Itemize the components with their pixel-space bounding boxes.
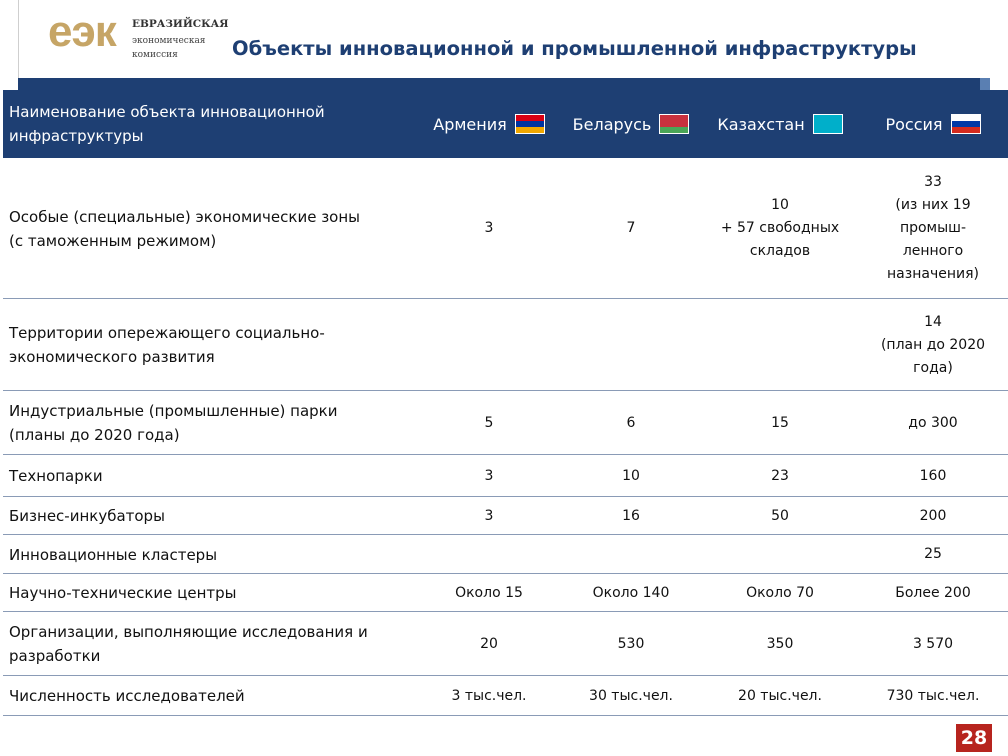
armenia-flag-icon [515,114,545,134]
cell-value: Около 140 [592,584,670,601]
row-name: Особые (специальные) экономические зоны (с таможенным режимом) [9,207,360,250]
row-separator [3,715,1008,716]
cell-value: 20 [480,635,498,652]
row-name: Технопарки [9,467,103,485]
cell-value: 30 тыс.чел. [589,687,673,704]
value-cell-russia [858,676,1008,716]
value-cell-belarus [560,574,702,612]
row-name: Организации, выполняющие исследования и разработки [9,623,368,665]
flag-stripe [516,127,544,133]
cell-value: 15 [771,414,789,431]
value-cell-armenia [418,391,560,455]
header-country-label: Россия [885,114,943,134]
value-cell-belarus [560,158,702,299]
value-cell-russia [858,497,1008,535]
value-cell-kazakhstan [702,497,858,535]
value-cell-armenia [418,676,560,716]
header-name-label: Наименование объекта инновационной инфраструктуры [9,103,325,145]
table-row [3,535,1008,574]
header-country-russia [858,90,1008,158]
cell-value: Около 15 [455,584,523,601]
cell-value: 50 [771,507,789,524]
row-name-cell [9,574,415,612]
value-cell-belarus [560,676,702,716]
value-cell-belarus [560,497,702,535]
value-cell-russia [858,299,1008,391]
title-underline-bar [18,78,990,90]
row-name: Инновационные кластеры [9,545,218,564]
kazakhstan-flag-icon [813,114,843,134]
cell-value: 10 + 57 свободных складов [720,197,840,259]
value-cell-russia [858,391,1008,455]
flag-stripe [952,127,980,133]
table-row [3,676,1008,716]
value-cell-belarus [560,299,702,391]
cell-value: Более 200 [895,584,971,601]
value-cell-russia [858,158,1008,299]
russia-flag-icon [951,114,981,134]
cell-value: 3 [484,220,494,236]
value-cell-armenia [418,535,560,574]
header-divider-line [18,0,19,80]
value-cell-kazakhstan [702,535,858,574]
row-name-cell [9,612,415,676]
table-row [3,612,1008,676]
table-row [3,574,1008,612]
value-cell-russia [858,455,1008,497]
header-country-belarus [560,90,702,158]
cell-value: Около 70 [746,584,814,601]
value-cell-kazakhstan [702,455,858,497]
belarus-flag-icon [659,114,689,134]
value-cell-belarus [560,391,702,455]
row-name-cell [9,676,415,716]
value-cell-belarus [560,612,702,676]
row-name-cell [9,299,415,391]
row-name: Индустриальные (промышленные) парки (планы до 2020 года) [9,402,338,444]
cell-value: 5 [484,414,494,431]
cell-value: 14 (план до 2020 года) [880,313,986,376]
value-cell-russia [858,574,1008,612]
cell-value: 3 [484,507,494,524]
cell-value: 160 [919,467,947,484]
header-name-cell [9,90,415,158]
table-header-row [3,90,1008,158]
value-cell-armenia [418,574,560,612]
cell-value: 23 [771,467,789,484]
row-name: Численность исследователей [9,687,245,705]
row-name: Научно-технические центры [9,584,237,602]
cell-value: 200 [919,507,947,524]
slide-title: Объекты инновационной и промышленной инфраструктуры [232,37,917,60]
cell-value: 16 [622,507,640,524]
value-cell-armenia [418,158,560,299]
header-country-label: Казахстан [717,114,805,134]
value-cell-armenia [418,612,560,676]
value-cell-belarus [560,455,702,497]
cell-value: 6 [626,414,636,431]
row-name-cell [9,535,415,574]
cell-value: 10 [622,467,640,484]
logo-text-line-2: экономическая [132,36,206,46]
table-row [3,299,1008,391]
header-country-label: Армения [433,114,507,134]
logo-mark: еэк [48,7,116,56]
header-country-kazakhstan [702,90,858,158]
value-cell-belarus [560,535,702,574]
cell-value: 3 [484,467,494,484]
value-cell-armenia [418,455,560,497]
table-row [3,497,1008,535]
cell-value: 33 (из них 19 промыш- ленного назначения) [887,174,979,282]
row-name: Бизнес-инкубаторы [9,507,165,525]
value-cell-russia [858,612,1008,676]
header-country-armenia [418,90,560,158]
cell-value: 3 570 [912,635,954,652]
row-name: Территории опережающего социально- экономического развития [9,324,325,366]
cell-value: 730 тыс.чел. [886,687,980,704]
cell-value: 25 [924,546,942,562]
cell-value: 350 [766,635,794,652]
row-name-cell [9,158,415,299]
eec-logo [48,7,229,66]
cell-value: 20 тыс.чел. [738,687,822,704]
row-name-cell [9,455,415,497]
value-cell-kazakhstan [702,676,858,716]
logo-text-line-3: комиссия [132,50,178,60]
value-cell-kazakhstan [702,299,858,391]
row-name-cell [9,391,415,455]
value-cell-kazakhstan [702,612,858,676]
title-bar-edge [980,78,990,90]
header-country-label: Беларусь [572,114,652,134]
flag-stripe [814,127,842,133]
cell-value: 3 тыс.чел. [451,687,527,704]
cell-value: до 300 [908,414,958,431]
cell-value: 7 [626,220,636,236]
value-cell-kazakhstan [702,391,858,455]
table-row [3,391,1008,455]
table-row [3,158,1008,299]
row-name-cell [9,497,415,535]
value-cell-armenia [418,299,560,391]
logo-text-line-1: ЕВРАЗИЙСКАЯ [132,18,229,30]
table-row [3,455,1008,497]
value-cell-kazakhstan [702,574,858,612]
cell-value: 530 [617,635,645,652]
value-cell-armenia [418,497,560,535]
flag-stripe [660,127,688,133]
value-cell-kazakhstan [702,158,858,299]
page-number-badge: 28 [956,724,992,752]
value-cell-russia [858,535,1008,574]
